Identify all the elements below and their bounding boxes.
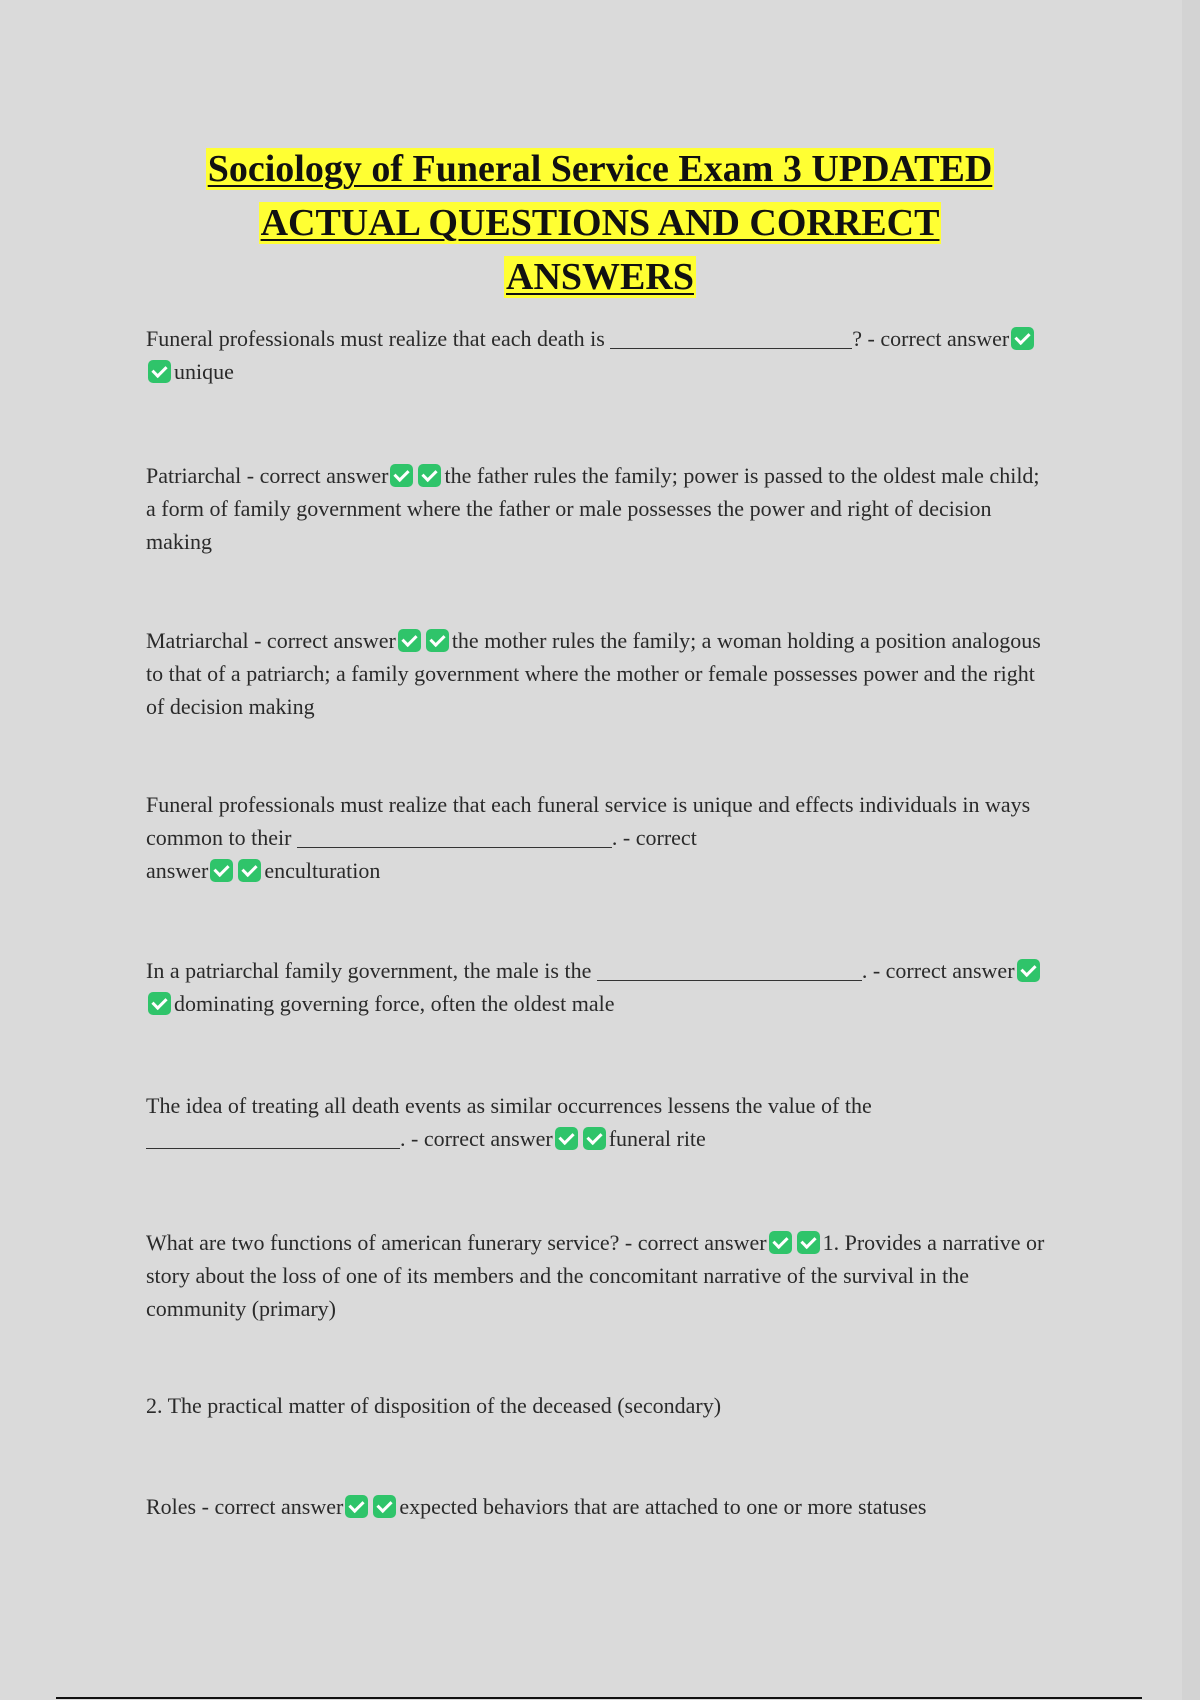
page-bottom-rule	[56, 1697, 1142, 1699]
checkbox-icon	[148, 360, 171, 383]
answer-blank	[597, 958, 862, 981]
question-text: In a patriarchal family government, the male is the	[146, 958, 597, 983]
answer-text: enculturation	[264, 858, 381, 883]
question-text: Patriarchal - correct answer	[146, 463, 389, 488]
question-suffix: . - correct	[611, 825, 697, 850]
question-text: What are two functions of american funerary service? - correct answer	[146, 1230, 767, 1255]
question-suffix-2: answer	[146, 858, 209, 883]
checkbox-icon	[797, 1231, 820, 1254]
answer-text: 1. Provides a narrative or story about the loss of one of its members and the concomitant narrative of the survival in the community (primary)	[146, 1230, 1045, 1321]
checkbox-icon	[345, 1495, 368, 1518]
qa-item-enculturation	[146, 788, 1046, 887]
title-line-3: ANSWERS	[506, 256, 694, 298]
checkbox-icon	[373, 1495, 396, 1518]
qa-item-roles	[146, 1490, 1046, 1523]
qa-item-patriarchal	[146, 459, 1046, 558]
qa-item-patriarchal-male	[146, 954, 1046, 1020]
question-suffix: ? - correct answer	[852, 326, 1010, 351]
title-line-2: ACTUAL QUESTIONS AND CORRECT	[260, 202, 940, 244]
qa-item-matriarchal	[146, 624, 1046, 723]
checkbox-icon	[390, 464, 413, 487]
checkbox-icon	[238, 859, 261, 882]
checkbox-icon	[398, 629, 421, 652]
question-text: Funeral professionals must realize that each death is	[146, 326, 611, 351]
qa-item-secondary-function	[146, 1389, 1046, 1422]
question-suffix: . - correct answer	[861, 958, 1015, 983]
question-text: Matriarchal - correct answer	[146, 628, 396, 653]
paragraph-text: 2. The practical matter of disposition of the deceased (secondary)	[146, 1393, 722, 1418]
checkbox-icon	[583, 1127, 606, 1150]
answer-text: the mother rules the family; a woman holding a position analogous to that of a patriarch; a family government where the mother or female possesses power and the right of decision making	[146, 628, 1041, 719]
answer-blank	[297, 825, 612, 848]
checkbox-icon	[1017, 959, 1040, 982]
answer-text: funeral rite	[608, 1126, 706, 1151]
checkbox-icon	[148, 992, 171, 1015]
checkbox-icon	[1011, 327, 1034, 350]
answer-blank	[146, 1126, 400, 1149]
question-text: The idea of treating all death events as similar occurrences lessens the value of the	[146, 1093, 872, 1118]
page-edge-shadow	[1182, 0, 1200, 1700]
checkbox-icon	[210, 859, 233, 882]
qa-item-funeral-rite	[146, 1089, 1046, 1155]
answer-text: expected behaviors that are attached to one or more statuses	[399, 1494, 927, 1519]
checkbox-icon	[418, 464, 441, 487]
checkbox-icon	[769, 1231, 792, 1254]
answer-text: the father rules the family; power is passed to the oldest male child; a form of family government where the father or male possesses the power and right of decision making	[146, 463, 1040, 554]
question-suffix: . - correct answer	[400, 1126, 553, 1151]
answer-blank	[610, 326, 852, 349]
question-text: Funeral professionals must realize that each funeral service is unique and effects individuals in ways common to their	[146, 792, 1031, 850]
checkbox-icon	[555, 1127, 578, 1150]
document-title	[140, 142, 1060, 304]
qa-item-functions	[146, 1226, 1046, 1325]
checkbox-icon	[426, 629, 449, 652]
answer-text: dominating governing force, often the oldest male	[174, 991, 615, 1016]
title-line-1: Sociology of Funeral Service Exam 3 UPDATED	[207, 148, 993, 190]
answer-text: unique	[174, 359, 234, 384]
question-text: Roles - correct answer	[146, 1494, 344, 1519]
qa-item-unique	[146, 322, 1046, 388]
